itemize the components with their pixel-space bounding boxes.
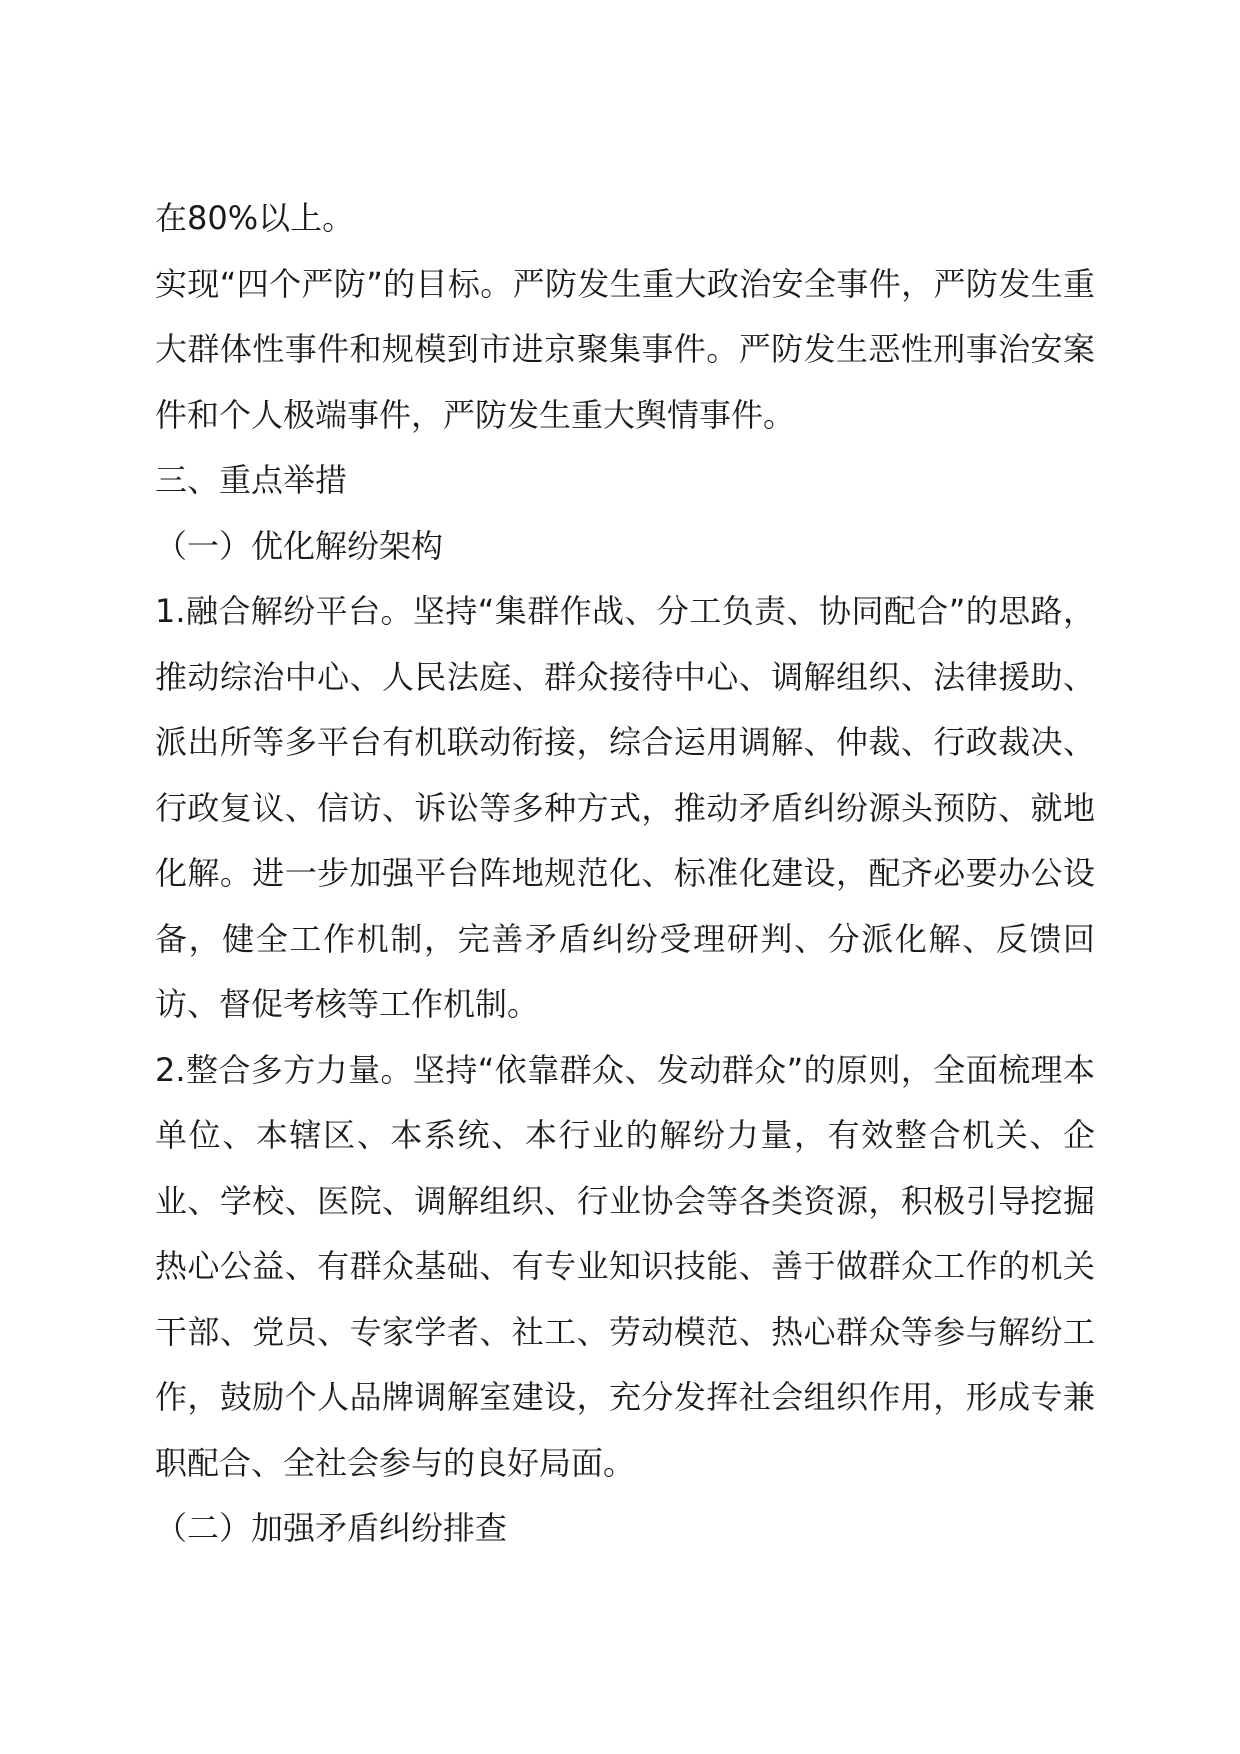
section-heading-key-measures: 三、重点举措 — [155, 461, 348, 499]
paragraph-continuation: 在80%以上。 — [155, 199, 355, 237]
paragraph-platform: 1.融合解纷平台。坚持“集群作战、分工负责、协同配合”的思路，推动综治中心、人民法庭、群众接待中心、调解组织、法律援助、派出所等多平台有机联动衔接，综合运用调解、仲裁、行政裁决、行政复议、信访、诉讼等多种方式，推动矛盾纠纷源头预防、就地化解。进一步加强平台阵地规范化、标准化建设，配齐必要办公设备，健全工作机制，完善矛盾纠纷受理研判、分派化解、反馈回访、督促考核等工作机制。 — [155, 592, 1095, 1023]
paragraph-goals: 实现“四个严防”的目标。严防发生重大政治安全事件，严防发生重大群体性事件和规模到市进京聚集事件。严防发生恶性刑事治安案件和个人极端事件，严防发生重大舆情事件。 — [155, 264, 1095, 434]
document-body — [155, 186, 1095, 1562]
subsection-heading-2: （二）加强矛盾纠纷排查 — [155, 1509, 508, 1547]
subsection-heading-1: （一）优化解纷架构 — [155, 526, 444, 565]
paragraph-forces: 2.整合多方力量。坚持“依靠群众、发动群众”的原则，全面梳理本单位、本辖区、本系统、本行业的解纷力量，有效整合机关、企业、学校、医院、调解组织、行业协会等各类资源，积极引导挖掘热心公益、有群众基础、有专业知识技能、善于做群众工作的机关干部、党员、专家学者、社工、劳动模范、热心群众等参与解纷工作，鼓励个人品牌调解室建设，充分发挥社会组织作用，形成专兼职配合、全社会参与的良好局面。 — [155, 1050, 1095, 1482]
